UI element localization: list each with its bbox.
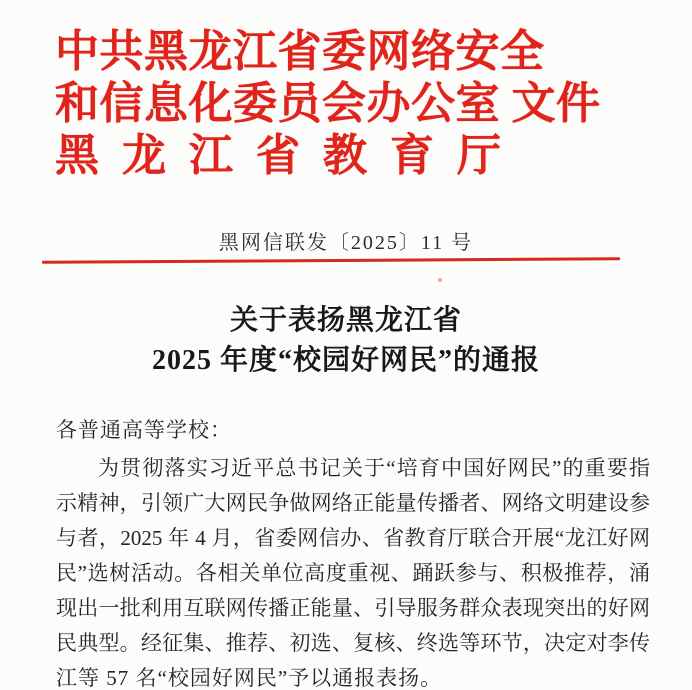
document-title: [0, 301, 692, 381]
document-body: [56, 418, 650, 690]
letterhead-org-line-3: 黑龙江省教育厅: [55, 131, 524, 180]
letterhead-org-line-2: 和信息化委员会办公室 文件: [55, 79, 601, 128]
body-paragraph-line: 民典型。经征集、推荐、初选、复核、终选等环节，决定对李传: [56, 631, 650, 655]
body-paragraph: [56, 451, 650, 690]
red-divider-line: [42, 257, 620, 264]
title-line-1: 关于表扬黑龙江省: [229, 305, 462, 336]
body-paragraph-line: 与者，2025 年 4 月，省委网信办、省教育厅联合开展“龙江好网: [56, 526, 650, 550]
body-paragraph-line: 为贯彻落实习近平总书记关于“培育中国好网民”的重要指: [98, 456, 650, 480]
document-number: 黑网信联发〔2025〕11 号: [218, 232, 474, 254]
letterhead: [55, 26, 655, 182]
salutation: 各普通高等学校：: [56, 418, 232, 442]
body-paragraph-line: 民”选树活动。各相关单位高度重视、踊跃参与、积极推荐，涌: [56, 561, 650, 585]
body-paragraph-line: 示精神，引领广大网民争做网络正能量传播者、网络文明建设参: [56, 491, 650, 515]
body-paragraph-line: 现出一批利用互联网传播正能量、引导服务群众表现突出的好网: [56, 596, 650, 620]
scan-artifact-dot: [438, 278, 442, 282]
title-line-2: 2025 年度“校园好网民”的通报: [151, 345, 540, 376]
body-paragraph-line: 江等 57 名“校园好网民”予以通报表扬。: [56, 666, 443, 690]
letterhead-org-line-1: 中共黑龙江省委网络安全: [55, 27, 545, 76]
